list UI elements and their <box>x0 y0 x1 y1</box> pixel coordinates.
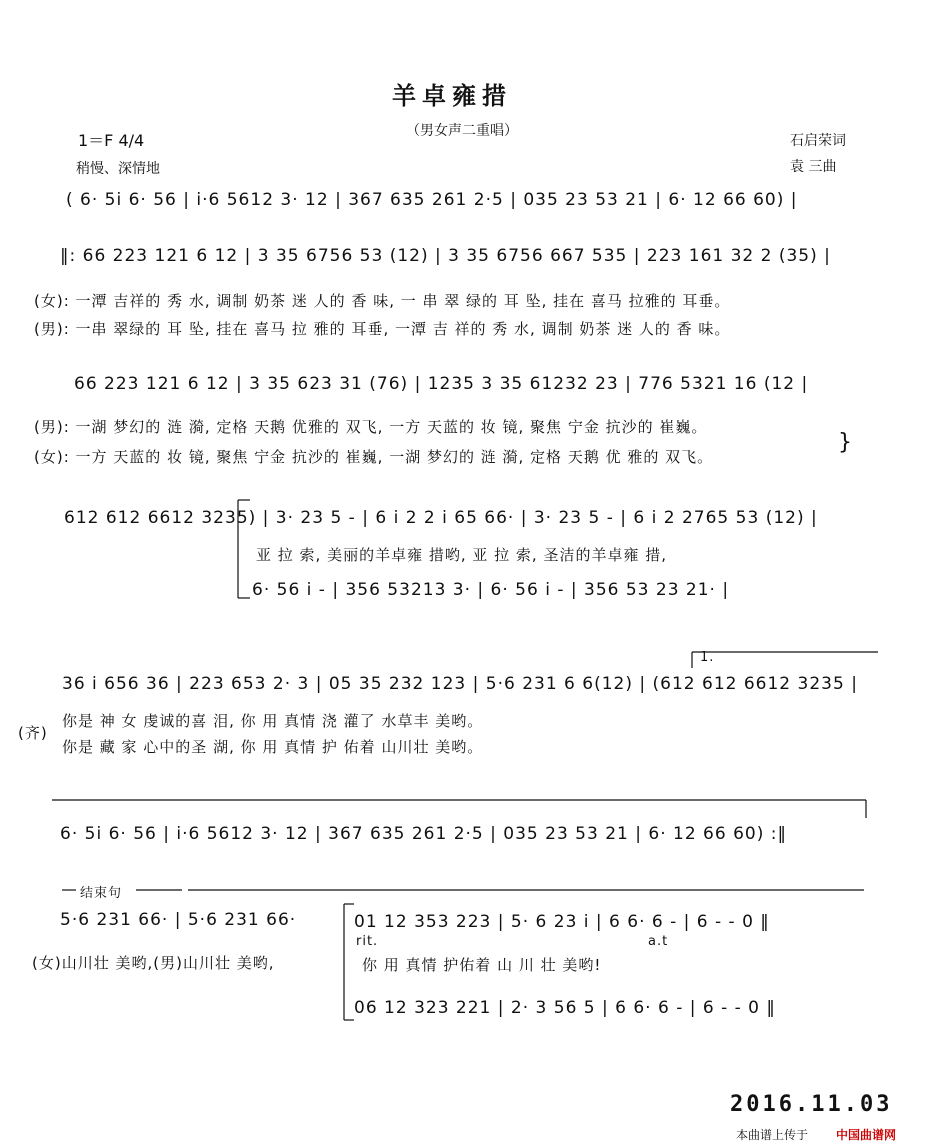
score-row-4-lyric: 亚 拉 索, 美丽的羊卓雍 措哟, 亚 拉 索, 圣洁的羊卓雍 措, <box>256 546 667 564</box>
score-row-3-lyric-male: (男): 一湖 梦幻的 涟 漪, 定格 天鹅 优雅的 双飞, 一方 天蓝的 妆 镜, 聚焦 宁金 抗沙的 崔巍。 <box>34 418 708 436</box>
upload-note: 本曲谱上传于 <box>736 1128 809 1142</box>
coda-top-lyric: 你 用 真情 护佑着 山 川 壮 美哟! <box>362 956 602 974</box>
coda-label: 结束句 <box>80 886 123 901</box>
score-row-6-notes: 6· 5i 6· 56 | i·6 5612 3· 12 | 367 635 261 2·5 | 035 23 53 21 | 6· 12 66 60) :‖ <box>60 824 787 844</box>
lyricist: 石启荣词 <box>790 133 846 149</box>
score-row-4-lower-notes: 6· 56 i - | 356 53213 3· | 6· 56 i - | 356 53 23 21· | <box>252 580 730 600</box>
score-row-3-notes: 66 223 121 6 12 | 3 35 623 31 (76) | 1235 3 35 61232 23 | 776 5321 16 (12 | <box>74 374 809 394</box>
brace-mark: } <box>838 430 853 455</box>
chorus-mark: (齐) <box>18 724 48 742</box>
coda-left-lyric: (女)山川壮 美哟,(男)山川壮 美哟, <box>32 954 275 972</box>
score-row-2-lyric-male: (男): 一串 翠绿的 耳 坠, 挂在 喜马 拉 雅的 耳垂, 一潭 吉 祥的 秀 水, 调制 奶茶 迷 人的 香 味。 <box>34 320 731 338</box>
page-subtitle: （男女声二重唱） <box>406 123 518 139</box>
site-brand: 中国曲谱网 <box>836 1128 897 1142</box>
score-row-3-lyric-female: (女): 一方 天蓝的 妆 镜, 聚焦 宁金 抗沙的 崔巍, 一湖 梦幻的 涟 漪, 定格 天鹅 优 雅的 双飞。 <box>34 448 714 466</box>
date-stamp: 2016.11.03 <box>730 1092 893 1117</box>
tempo-marking: 稍慢、深情地 <box>76 161 160 177</box>
coda-left-notes: 5·6 231 66· | 5·6 231 66· <box>60 910 297 930</box>
key-signature: 1＝F 4/4 <box>78 131 145 150</box>
rit-marking: rit. <box>356 934 379 949</box>
score-row-2-notes: ‖: 66 223 121 6 12 | 3 35 6756 53 (12) | 3 35 6756 667 535 | 223 161 32 2 (35) | <box>60 246 831 266</box>
score-row-5-lyric-2: 你是 藏 家 心中的圣 湖, 你 用 真情 护 佑着 山川壮 美哟。 <box>62 738 484 756</box>
score-row-5-notes: 36 i 656 36 | 223 653 2· 3 | 05 35 232 123 | 5·6 231 6 6(12) | (612 612 6612 3235 | <box>62 674 858 694</box>
score-row-1-notes: ( 6· 5i 6· 56 | i·6 5612 3· 12 | 367 635 261 2·5 | 035 23 53 21 | 6· 12 66 60) | <box>66 190 798 210</box>
atempo-marking: a.t <box>648 934 669 949</box>
score-row-2-lyric-female: (女): 一潭 吉祥的 秀 水, 调制 奶茶 迷 人的 香 味, 一 串 翠 绿的 耳 坠, 挂在 喜马 拉雅的 耳垂。 <box>34 292 731 310</box>
composer: 袁 三曲 <box>790 159 837 175</box>
score-row-5-lyric-1: 你是 神 女 虔诚的喜 泪, 你 用 真情 浇 灌了 水草丰 美哟。 <box>62 712 484 730</box>
page-title: 羊卓雍措 <box>392 81 512 110</box>
coda-bottom-notes: 06 12 323 221 | 2· 3 56 5 | 6 6· 6 - | 6 - - 0 ‖ <box>354 998 776 1018</box>
score-row-4-notes: 612 612 6612 3235) | 3· 23 5 - | 6 i 2 2 i 65 66· | 3· 23 5 - | 6 i 2 2765 53 (12) | <box>64 508 818 528</box>
coda-top-notes: 01 12 353 223 | 5· 6 23 i | 6 6· 6 - | 6 - - 0 ‖ <box>354 912 770 932</box>
volta-label: 1. <box>700 650 715 665</box>
